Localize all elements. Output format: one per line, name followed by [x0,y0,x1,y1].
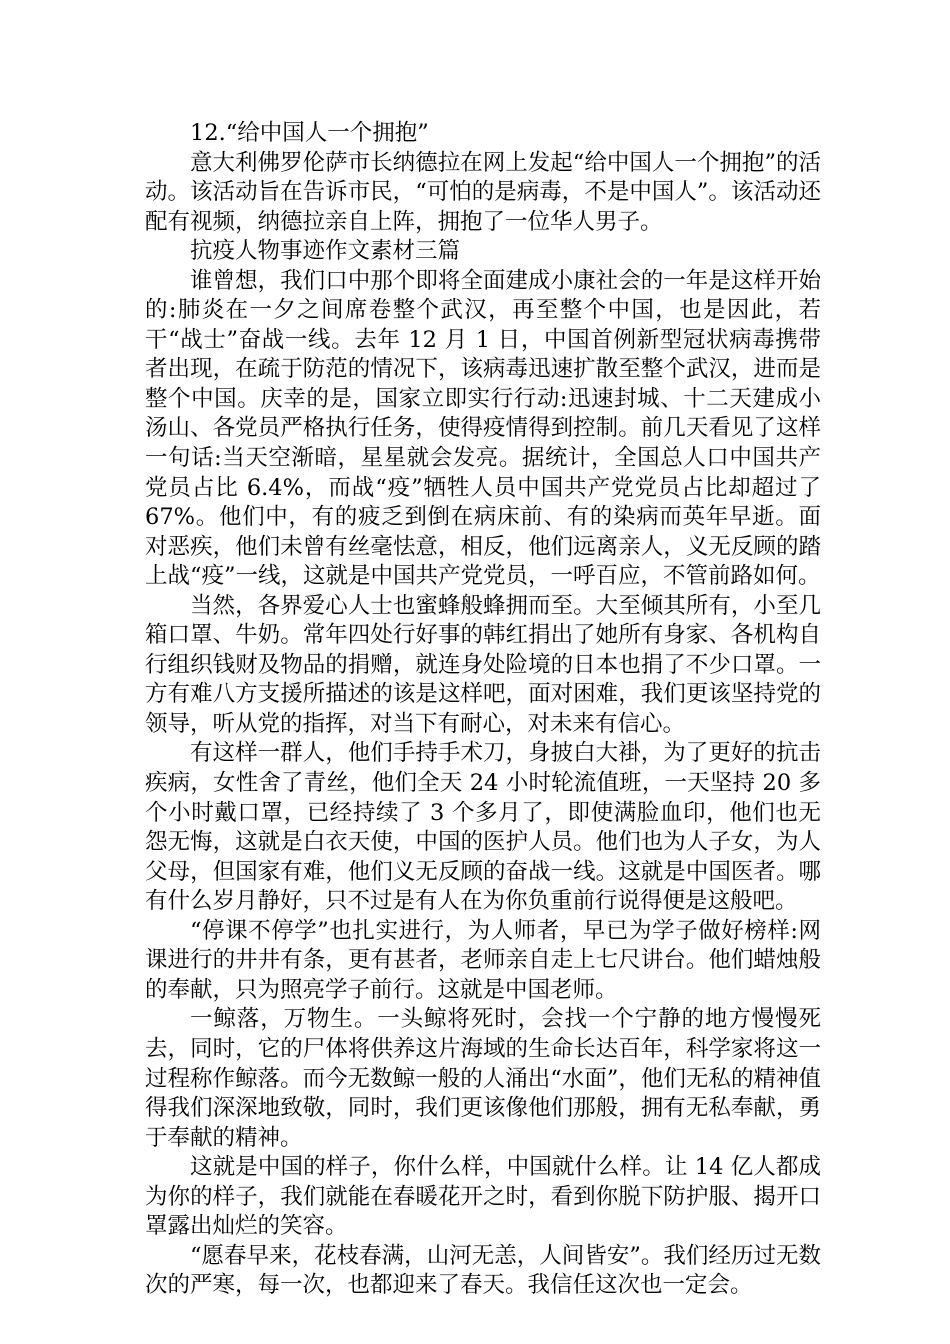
paragraph-spring-wish: “愿春早来，花枝春满，山河无恙，人间皆安”。我们经历过无数次的严寒，每一次，也都迎来了春天。我信任这次也一定会。 [145,1242,821,1299]
paragraph-teachers: “停课不停学”也扎实进行，为人师者，早已为学子做好榜样:网课进行的井井有条，更有甚者，老师亲自走上七尺讲台。他们蜡烛般的奉献，只为照亮学子前行。这就是中国老师。 [145,917,821,1003]
paragraph-whale-fall: 一鲸落，万物生。一头鲸将死时，会找一个宁静的地方慢慢死去，同时，它的尸体将供养这片海域的生命长达百年，科学家将这一过程称作鲸落。而今无数鲸一般的人涌出“水面”，他们无私的精神值得我们深深地致敬，同时，我们更该像他们那般，拥有无私奉献，勇于奉献的精神。 [145,1006,821,1151]
paragraph-florence-mayor: 意大利佛罗伦萨市长纳德拉在网上发起“给中国人一个拥抱”的活动。该活动旨在告诉市民，“可怕的是病毒，不是中国人”。该活动还配有视频，纳德拉亲自上阵，拥抱了一位华人男子。 [145,149,821,235]
document-body [145,119,821,1301]
paragraph-donations: 当然，各界爱心人士也蜜蜂般蜂拥而至。大至倾其所有，小至几箱口罩、牛奶。常年四处行好事的韩红捐出了她所有身家、各机构自行组织钱财及物品的捐赠，就连身处险境的日本也捐了不少口罩。一方有难八方支援所描述的该是这样吧，面对困难，我们更该坚持党的领导，听从党的指挥，对当下有耐心，对未来有信心。 [145,592,821,737]
paragraph-medical-staff: 有这样一群人，他们手持手术刀，身披白大褂，为了更好的抗击疾病，女性舍了青丝，他们全天 24 小时轮流值班，一天坚持 20 多个小时戴口罩，已经持续了 3 个多月了，即使满脸血印，他们也无怨无悔，这就是白衣天使，中国的医护人员。他们也为人子女，为人父母，但国家有难，他们义无反顾的奋战一线。这就是中国医者。哪有什么岁月静好，只不过是有人在为你负重前行说得便是这般吧。 [145,740,821,915]
paragraph-party-members: 谁曾想，我们口中那个即将全面建成小康社会的一年是这样开始的:肺炎在一夕之间席卷整个武汉，再至整个中国，也是因此，若干“战士”奋战一线。去年 12 月 1 日，中国首例新型冠状病毒携带者出现，在疏于防范的情况下，该病毒迅速扩散至整个武汉，进而是整个中国。庆幸的是，国家立即实行行动:迅速封城、十二天建成小汤山、各党员严格执行任务，使得疫情得到控制。前几天看见了这样一句话:当天空渐暗，星星就会发亮。据统计，全国总人口中国共产党员占比 6.4%，而战“疫”牺牲人员中国共产党党员占比却超过了 67%。他们中，有的疲乏到倒在病床前、有的染病而英年早逝。面对恶疾，他们未曾有丝毫怯意，相反，他们远离亲人，义无反顾的踏上战“疫”一线，这就是中国共产党党员，一呼百应，不管前路如何。 [145,267,821,590]
section-heading-hug-chinese: 12.“给中国人一个拥抱” [190,120,429,146]
paragraph-china-image: 这就是中国的样子，你什么样，中国就什么样。让 14 亿人都成为你的样子，我们就能在春暖花开之时，看到你脱下防护服、揭开口罩露出灿烂的笑容。 [145,1154,821,1240]
section-heading-essays: 抗疫人物事迹作文素材三篇 [190,238,461,265]
